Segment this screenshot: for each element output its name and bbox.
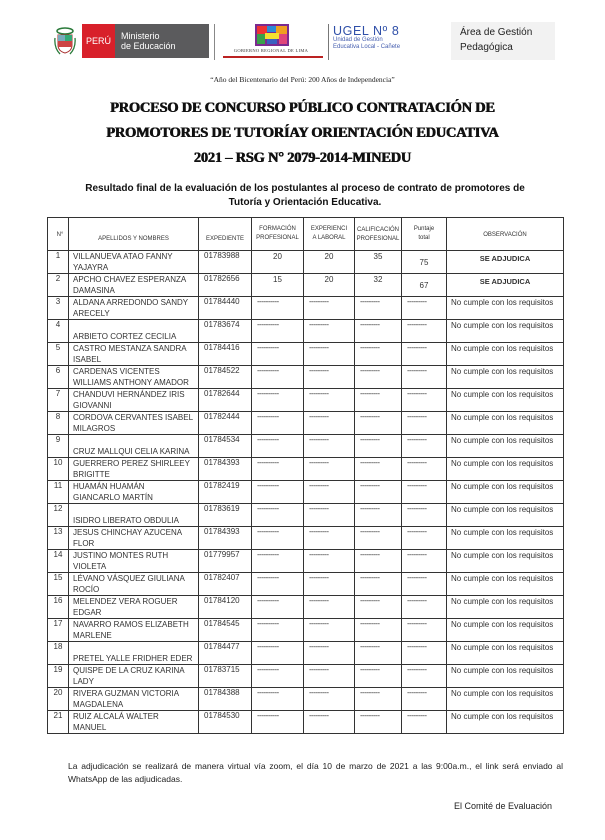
row-puntaje: --------- bbox=[402, 619, 447, 642]
row-number: 19 bbox=[48, 665, 69, 688]
row-observacion: No cumple con los requisitos bbox=[447, 389, 564, 412]
row-formacion: ---------- bbox=[252, 481, 304, 504]
ministry-line-2: de Educación bbox=[121, 41, 176, 51]
row-experiencia: --------- bbox=[304, 688, 355, 711]
row-name bbox=[69, 527, 199, 550]
row-formacion: ---------- bbox=[252, 527, 304, 550]
row-name-line-2: GIANCARLO MARTÍN bbox=[73, 493, 153, 502]
row-expediente: 01783715 bbox=[199, 665, 252, 688]
row-observacion: No cumple con los requisitos bbox=[447, 665, 564, 688]
row-formacion: ---------- bbox=[252, 665, 304, 688]
peru-brand-box bbox=[82, 24, 115, 58]
area-label-box bbox=[451, 22, 555, 60]
row-calificacion: --------- bbox=[355, 642, 402, 665]
header-formacion-line-2: PROFESIONAL bbox=[256, 235, 299, 241]
row-number: 9 bbox=[48, 435, 69, 458]
row-puntaje: --------- bbox=[402, 527, 447, 550]
row-name-line-1: ALDANA ARREDONDO SANDY bbox=[73, 298, 189, 307]
table-row bbox=[48, 320, 564, 343]
header-observacion: OBSERVACIÓN bbox=[447, 218, 564, 251]
row-experiencia: --------- bbox=[304, 435, 355, 458]
row-formacion: ---------- bbox=[252, 619, 304, 642]
row-experiencia: --------- bbox=[304, 642, 355, 665]
row-observacion: No cumple con los requisitos bbox=[447, 366, 564, 389]
table-header-row bbox=[48, 218, 564, 251]
header-experiencia bbox=[304, 218, 355, 251]
row-observacion: SE ADJUDICA bbox=[447, 251, 564, 274]
row-number: 16 bbox=[48, 596, 69, 619]
row-experiencia: --------- bbox=[304, 297, 355, 320]
row-number: 13 bbox=[48, 527, 69, 550]
row-experiencia: 20 bbox=[304, 251, 355, 274]
row-name-line-2: VIOLETA bbox=[73, 562, 107, 571]
row-expediente: 01783674 bbox=[199, 320, 252, 343]
area-line-2: Pedagógica bbox=[460, 42, 513, 53]
row-name-line-2: LADY bbox=[73, 677, 94, 686]
row-formacion: ---------- bbox=[252, 642, 304, 665]
row-puntaje: 67 bbox=[402, 274, 447, 297]
row-name bbox=[69, 711, 199, 734]
row-observacion: No cumple con los requisitos bbox=[447, 481, 564, 504]
row-name bbox=[69, 412, 199, 435]
row-name-line-1 bbox=[73, 320, 195, 331]
header-calificacion-line-1: CALIFICACIÓN bbox=[356, 226, 399, 233]
row-number: 8 bbox=[48, 412, 69, 435]
table-row bbox=[48, 550, 564, 573]
row-expediente: 01784545 bbox=[199, 619, 252, 642]
row-name-line-2: EDGAR bbox=[73, 608, 102, 617]
row-name-line-1: CASTRO MESTANZA SANDRA bbox=[73, 344, 187, 353]
row-number: 10 bbox=[48, 458, 69, 481]
header-puntaje-line-2: total bbox=[418, 235, 430, 241]
row-formacion: ---------- bbox=[252, 504, 304, 527]
header-number: N° bbox=[48, 218, 69, 251]
table-row bbox=[48, 665, 564, 688]
table-row bbox=[48, 297, 564, 320]
row-name bbox=[69, 343, 199, 366]
row-observacion: No cumple con los requisitos bbox=[447, 573, 564, 596]
row-calificacion: --------- bbox=[355, 596, 402, 619]
row-experiencia: 20 bbox=[304, 274, 355, 297]
table-row bbox=[48, 504, 564, 527]
row-formacion: ---------- bbox=[252, 573, 304, 596]
row-number: 15 bbox=[48, 573, 69, 596]
table-row bbox=[48, 711, 564, 734]
row-experiencia: --------- bbox=[304, 619, 355, 642]
row-number: 5 bbox=[48, 343, 69, 366]
row-puntaje: --------- bbox=[402, 412, 447, 435]
table-row bbox=[48, 596, 564, 619]
table-row bbox=[48, 527, 564, 550]
row-puntaje: --------- bbox=[402, 297, 447, 320]
row-name-line-2: DAMASINA bbox=[73, 286, 115, 295]
header-calificacion-line-2: PROFESIONAL bbox=[356, 235, 400, 242]
row-formacion: ---------- bbox=[252, 412, 304, 435]
row-name-line-2: MANUEL bbox=[73, 723, 107, 732]
row-number: 14 bbox=[48, 550, 69, 573]
row-name bbox=[69, 619, 199, 642]
ministry-line-1: Ministerio bbox=[121, 31, 160, 41]
header-puntaje-line-1: Puntaje bbox=[413, 226, 435, 232]
row-expediente: 01784393 bbox=[199, 527, 252, 550]
ugel-logo bbox=[333, 25, 443, 59]
row-formacion: ---------- bbox=[252, 596, 304, 619]
ugel-subtitle-2: Educativa Local - Cañete bbox=[333, 43, 401, 50]
row-expediente: 01784393 bbox=[199, 458, 252, 481]
header-calificacion bbox=[355, 218, 402, 251]
row-observacion: No cumple con los requisitos bbox=[447, 642, 564, 665]
row-puntaje: --------- bbox=[402, 596, 447, 619]
row-name-line-1: CORDOVA CERVANTES ISABEL bbox=[73, 413, 194, 422]
row-name-line-2: ISABEL bbox=[73, 355, 102, 364]
row-puntaje: --------- bbox=[402, 573, 447, 596]
regional-government-label: GOBIERNO REGIONAL DE LIMA bbox=[233, 48, 309, 53]
row-expediente: 01779957 bbox=[199, 550, 252, 573]
row-expediente: 01782444 bbox=[199, 412, 252, 435]
row-number: 4 bbox=[48, 320, 69, 343]
row-calificacion: --------- bbox=[355, 389, 402, 412]
row-observacion: No cumple con los requisitos bbox=[447, 412, 564, 435]
row-name-line-2: ARECELY bbox=[73, 309, 110, 318]
row-calificacion: --------- bbox=[355, 550, 402, 573]
subtitle-line-2: Tutoría y Orientación Educativa. bbox=[228, 197, 382, 208]
row-puntaje: --------- bbox=[402, 550, 447, 573]
row-experiencia: --------- bbox=[304, 481, 355, 504]
regional-government-underline bbox=[223, 56, 323, 58]
row-experiencia: --------- bbox=[304, 366, 355, 389]
row-experiencia: --------- bbox=[304, 343, 355, 366]
row-name-line-1: RUIZ ALCALÁ WALTER bbox=[73, 712, 159, 721]
row-name-line-1 bbox=[73, 642, 195, 653]
row-calificacion: --------- bbox=[355, 573, 402, 596]
header-experiencia-line-1: EXPERIENCI bbox=[310, 226, 348, 232]
row-experiencia: --------- bbox=[304, 596, 355, 619]
table-row bbox=[48, 688, 564, 711]
row-name bbox=[69, 251, 199, 274]
row-puntaje: --------- bbox=[402, 343, 447, 366]
row-formacion: ---------- bbox=[252, 343, 304, 366]
row-number: 17 bbox=[48, 619, 69, 642]
header-puntaje bbox=[402, 218, 447, 251]
row-experiencia: --------- bbox=[304, 389, 355, 412]
row-name-line-2: MILAGROS bbox=[73, 424, 116, 433]
row-calificacion: --------- bbox=[355, 343, 402, 366]
row-name bbox=[69, 389, 199, 412]
row-calificacion: --------- bbox=[355, 527, 402, 550]
row-calificacion: 35 bbox=[355, 251, 402, 274]
row-experiencia: --------- bbox=[304, 458, 355, 481]
row-name-line-2: MARLENE bbox=[73, 631, 112, 640]
row-formacion: ---------- bbox=[252, 389, 304, 412]
row-observacion: No cumple con los requisitos bbox=[447, 711, 564, 734]
row-experiencia: --------- bbox=[304, 550, 355, 573]
header-experiencia-line-2: A LABORAL bbox=[312, 235, 346, 241]
row-calificacion: --------- bbox=[355, 458, 402, 481]
row-calificacion: --------- bbox=[355, 665, 402, 688]
regional-government-emblem-icon bbox=[255, 24, 289, 46]
row-expediente: 01783988 bbox=[199, 251, 252, 274]
row-expediente: 01784440 bbox=[199, 297, 252, 320]
header-name: APELLIDOS Y NOMBRES bbox=[69, 218, 199, 251]
row-name-line-2: PRETEL YALLE FRIDHER EDER bbox=[73, 654, 193, 663]
header-divider bbox=[328, 24, 329, 60]
row-puntaje: --------- bbox=[402, 320, 447, 343]
row-formacion: 20 bbox=[252, 251, 304, 274]
row-puntaje: --------- bbox=[402, 366, 447, 389]
row-name-line-1: MELENDEZ VERA ROGUER bbox=[73, 597, 178, 606]
row-expediente: 01783619 bbox=[199, 504, 252, 527]
row-name-line-1: CARDENAS VICENTES bbox=[73, 367, 160, 376]
row-name bbox=[69, 366, 199, 389]
table-row bbox=[48, 619, 564, 642]
row-observacion: No cumple con los requisitos bbox=[447, 297, 564, 320]
row-calificacion: --------- bbox=[355, 688, 402, 711]
row-name bbox=[69, 481, 199, 504]
title-line-2: PROMOTORES DE TUTORÍAY ORIENTACIÓN EDUCATIVA bbox=[106, 125, 499, 141]
table-row bbox=[48, 642, 564, 665]
results-subtitle bbox=[47, 182, 563, 210]
row-observacion: No cumple con los requisitos bbox=[447, 504, 564, 527]
row-puntaje: --------- bbox=[402, 688, 447, 711]
row-observacion: No cumple con los requisitos bbox=[447, 596, 564, 619]
row-name-line-1: HUAMÁN HUAMÁN bbox=[73, 482, 145, 491]
area-line-1: Área de Gestión bbox=[460, 27, 533, 38]
row-name-line-1: RIVERA GUZMAN VICTORIA bbox=[73, 689, 180, 698]
row-number: 1 bbox=[48, 251, 69, 274]
row-formacion: ---------- bbox=[252, 550, 304, 573]
table-row bbox=[48, 458, 564, 481]
row-calificacion: --------- bbox=[355, 297, 402, 320]
year-motto: “Año del Bicentenario del Perú: 200 Años de Independencia” bbox=[210, 75, 395, 84]
row-observacion: SE ADJUDICA bbox=[447, 274, 564, 297]
peru-label: PERÚ bbox=[85, 36, 111, 46]
row-puntaje: --------- bbox=[402, 642, 447, 665]
row-observacion: No cumple con los requisitos bbox=[447, 320, 564, 343]
row-name bbox=[69, 573, 199, 596]
row-calificacion: --------- bbox=[355, 504, 402, 527]
row-experiencia: --------- bbox=[304, 320, 355, 343]
row-experiencia: --------- bbox=[304, 665, 355, 688]
title-line-1: PROCESO DE CONCURSO PÚBLICO CONTRATACIÓN DE bbox=[110, 100, 495, 116]
row-calificacion: --------- bbox=[355, 366, 402, 389]
ugel-title: UGEL Nº 8 bbox=[333, 24, 400, 38]
row-name bbox=[69, 642, 199, 665]
row-expediente: 01784530 bbox=[199, 711, 252, 734]
row-formacion: ---------- bbox=[252, 320, 304, 343]
row-number: 18 bbox=[48, 642, 69, 665]
row-expediente: 01784416 bbox=[199, 343, 252, 366]
row-expediente: 01782644 bbox=[199, 389, 252, 412]
row-puntaje: --------- bbox=[402, 435, 447, 458]
row-name-line-2: YAJAYRA bbox=[73, 263, 109, 272]
row-formacion: ---------- bbox=[252, 711, 304, 734]
row-puntaje: --------- bbox=[402, 458, 447, 481]
row-observacion: No cumple con los requisitos bbox=[447, 550, 564, 573]
row-name bbox=[69, 320, 199, 343]
table-row bbox=[48, 412, 564, 435]
row-expediente: 01782656 bbox=[199, 274, 252, 297]
row-name-line-1: CHANDUVI HERNÁNDEZ IRIS bbox=[73, 390, 185, 399]
row-name-line-2: WILLIAMS ANTHONY AMADOR bbox=[73, 378, 189, 387]
header-expediente: EXPEDIENTE bbox=[199, 218, 252, 251]
table-row bbox=[48, 573, 564, 596]
row-name bbox=[69, 297, 199, 320]
table-row bbox=[48, 389, 564, 412]
committee-signature: El Comité de Evaluación bbox=[453, 801, 552, 811]
row-name-line-1: QUISPE DE LA CRUZ KARINA bbox=[73, 666, 185, 675]
row-expediente: 01784534 bbox=[199, 435, 252, 458]
row-experiencia: --------- bbox=[304, 527, 355, 550]
row-expediente: 01782407 bbox=[199, 573, 252, 596]
row-number: 21 bbox=[48, 711, 69, 734]
row-name-line-2: ROCÍO bbox=[73, 585, 100, 594]
row-formacion: ---------- bbox=[252, 297, 304, 320]
row-name-line-1: APCHO CHAVEZ ESPERANZA bbox=[73, 275, 187, 284]
row-puntaje: --------- bbox=[402, 389, 447, 412]
row-name bbox=[69, 458, 199, 481]
row-observacion: No cumple con los requisitos bbox=[447, 435, 564, 458]
row-name-line-1: LÉVANO VÁSQUEZ GIULIANA bbox=[73, 574, 185, 583]
row-expediente: 01784120 bbox=[199, 596, 252, 619]
title-line-3: 2021 – RSG N° 2079-2014-MINEDU bbox=[193, 150, 412, 166]
row-number: 6 bbox=[48, 366, 69, 389]
row-name bbox=[69, 550, 199, 573]
subtitle-line-1: Resultado final de la evaluación de los postulantes al proceso de contrato de promotores de bbox=[85, 183, 525, 194]
header-formacion-line-1: FORMACIÓN bbox=[259, 226, 296, 232]
row-name-line-1 bbox=[73, 504, 195, 515]
row-name-line-1: GUERRERO PEREZ SHIRLEEY bbox=[73, 459, 190, 468]
table-row bbox=[48, 274, 564, 297]
row-expediente: 01784477 bbox=[199, 642, 252, 665]
row-name-line-2: MAGDALENA bbox=[73, 700, 124, 709]
row-observacion: No cumple con los requisitos bbox=[447, 527, 564, 550]
row-formacion: ---------- bbox=[252, 458, 304, 481]
row-formacion: ---------- bbox=[252, 366, 304, 389]
row-name-line-2: GIOVANNI bbox=[73, 401, 112, 410]
row-experiencia: --------- bbox=[304, 711, 355, 734]
row-expediente: 01784522 bbox=[199, 366, 252, 389]
row-name-line-1: JUSTINO MONTES RUTH bbox=[73, 551, 169, 560]
regional-government-logo bbox=[217, 24, 325, 60]
row-puntaje: --------- bbox=[402, 504, 447, 527]
row-number: 20 bbox=[48, 688, 69, 711]
results-table bbox=[47, 217, 564, 734]
row-calificacion: --------- bbox=[355, 435, 402, 458]
row-experiencia: --------- bbox=[304, 504, 355, 527]
row-name-line-1: JESUS CHINCHAY AZUCENA bbox=[73, 528, 183, 537]
row-name-line-2: CRUZ MALLQUI CELIA KARINA bbox=[73, 447, 190, 456]
row-puntaje: 75 bbox=[402, 251, 447, 274]
table-row bbox=[48, 343, 564, 366]
row-puntaje: --------- bbox=[402, 711, 447, 734]
row-calificacion: --------- bbox=[355, 412, 402, 435]
document-title bbox=[60, 96, 545, 171]
row-name bbox=[69, 504, 199, 527]
ugel-subtitle-1: Unidad de Gestión bbox=[333, 37, 383, 43]
table-row bbox=[48, 481, 564, 504]
row-name-line-2: ARBIETO CORTEZ CECILIA bbox=[73, 332, 177, 341]
row-name-line-1 bbox=[73, 435, 195, 446]
row-calificacion: --------- bbox=[355, 619, 402, 642]
row-formacion: 15 bbox=[252, 274, 304, 297]
row-calificacion: 32 bbox=[355, 274, 402, 297]
row-name-line-1: NAVARRO RAMOS ELIZABETH bbox=[73, 620, 189, 629]
table-row bbox=[48, 435, 564, 458]
row-number: 3 bbox=[48, 297, 69, 320]
row-expediente: 01784388 bbox=[199, 688, 252, 711]
row-number: 2 bbox=[48, 274, 69, 297]
row-calificacion: --------- bbox=[355, 481, 402, 504]
row-observacion: No cumple con los requisitos bbox=[447, 343, 564, 366]
row-observacion: No cumple con los requisitos bbox=[447, 619, 564, 642]
row-calificacion: --------- bbox=[355, 711, 402, 734]
row-calificacion: --------- bbox=[355, 320, 402, 343]
row-name-line-2: ISIDRO LIBERATO OBDULIA bbox=[73, 516, 179, 525]
row-number: 12 bbox=[48, 504, 69, 527]
row-name bbox=[69, 596, 199, 619]
row-number: 7 bbox=[48, 389, 69, 412]
row-name bbox=[69, 665, 199, 688]
row-name bbox=[69, 274, 199, 297]
row-formacion: ---------- bbox=[252, 688, 304, 711]
row-experiencia: --------- bbox=[304, 573, 355, 596]
header-divider bbox=[214, 24, 215, 60]
row-formacion: ---------- bbox=[252, 435, 304, 458]
row-observacion: No cumple con los requisitos bbox=[447, 458, 564, 481]
table-row bbox=[48, 366, 564, 389]
table-row bbox=[48, 251, 564, 274]
peru-coat-of-arms-icon bbox=[54, 26, 76, 56]
row-name bbox=[69, 688, 199, 711]
document-header bbox=[54, 24, 569, 60]
row-name-line-1: VILLANUEVA ATAO FANNY bbox=[73, 252, 173, 261]
row-puntaje: --------- bbox=[402, 481, 447, 504]
row-name-line-2: FLOR bbox=[73, 539, 95, 548]
row-expediente: 01782419 bbox=[199, 481, 252, 504]
row-experiencia: --------- bbox=[304, 412, 355, 435]
ministry-brand-box bbox=[115, 24, 209, 58]
row-name-line-2: BRIGITTE bbox=[73, 470, 110, 479]
row-observacion: No cumple con los requisitos bbox=[447, 688, 564, 711]
row-number: 11 bbox=[48, 481, 69, 504]
adjudication-note: La adjudicación se realizará de manera virtual vía zoom, el día 10 de marzo de 2021 a las 9:00a.m., el link será enviado al WhatsApp de las adjudicadas. bbox=[68, 761, 563, 784]
row-name bbox=[69, 435, 199, 458]
header-formacion bbox=[252, 218, 304, 251]
row-puntaje: --------- bbox=[402, 665, 447, 688]
